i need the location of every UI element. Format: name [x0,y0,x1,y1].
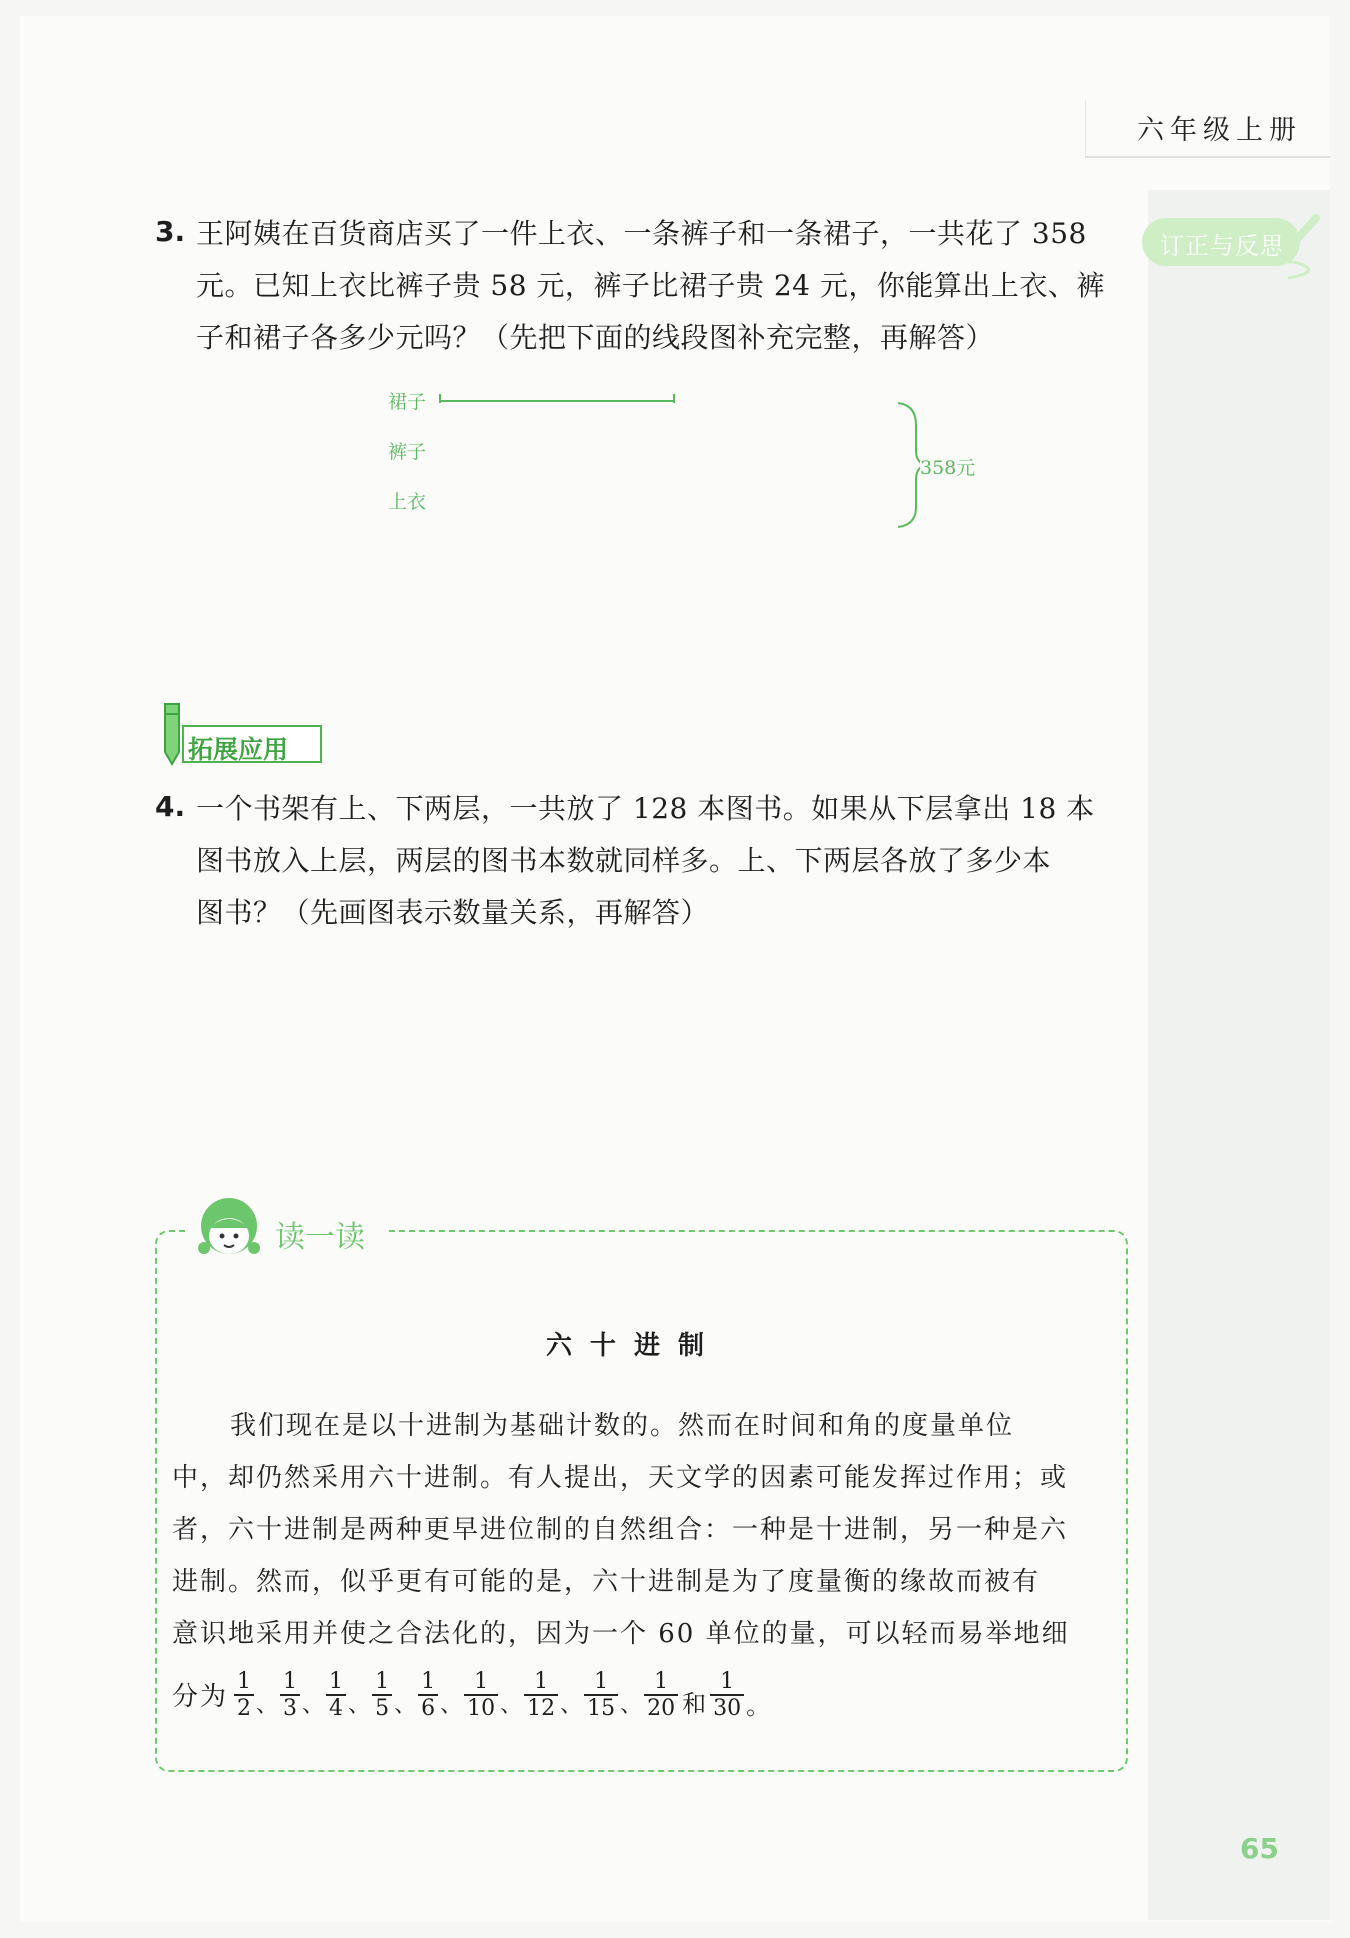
question-number: 3. [155,215,186,248]
page-number: 65 [1240,1832,1279,1865]
section-title: 拓展应用 [188,735,289,764]
fraction-list [172,1668,770,1721]
reading-label: 读一读 [275,1220,365,1255]
and-text: 和 [682,1690,707,1718]
fraction: $\frac{1}{20}$ [644,1669,678,1721]
fraction: $\frac{1}{10}$ [464,1669,498,1721]
question-number: 4. [155,790,186,823]
question-text-line: 王阿姨在百货商店买了一件上衣、一条裤子和一条裙子，一共花了 358 [196,217,1087,250]
fraction: $\frac{1}{30}$ [710,1669,744,1721]
fraction: $\frac{1}{12}$ [524,1669,558,1721]
grade-header [1085,100,1330,158]
question-text-line: 图书？（先画图表示数量关系，再解答） [196,896,710,929]
skirt-segment [440,394,674,403]
grade-label: 六年级上册 [1137,115,1302,146]
section-badge [182,725,322,763]
fraction-lead-text: 分为 [172,1682,229,1712]
review-tag-label: 订正与反思 [1160,232,1285,260]
separator: 、 [440,1693,463,1718]
pencil-icon [1268,212,1328,292]
girl-icon [193,1196,265,1262]
review-column [1148,190,1330,1920]
fraction: $\frac{1}{3}$ [280,1669,300,1721]
separator: 、 [394,1693,417,1718]
article-text-line: 者，六十进制是两种更早进位制的自然组合：一种是十进制，另一种是六 [172,1515,1069,1545]
question-text-line: 一个书架有上、下两层，一共放了 128 本图书。如果从下层拿出 18 本 [196,792,1095,825]
article-text-line: 我们现在是以十进制为基础计数的。然而在时间和角的度量单位 [230,1411,1015,1441]
article-title: 六十进制 [545,1331,722,1361]
article-text-line: 进制。然而，似乎更有可能的是，六十进制是为了度量衡的缘故而被有 [172,1567,1041,1597]
question-text-line: 元。已知上衣比裤子贵 58 元，裤子比裙子贵 24 元，你能算出上衣、裤 [196,269,1105,302]
separator: 、 [620,1693,643,1718]
separator: 、 [348,1693,371,1718]
article-text-line: 意识地采用并使之合法化的，因为一个 60 单位的量，可以轻而易举地细 [172,1619,1070,1649]
line-segment-diagram [420,385,920,535]
separator: 、 [256,1693,279,1718]
question-text-line: 子和裙子各多少元吗？（先把下面的线段图补充完整，再解答） [196,321,995,354]
segment-label-pants: 裤子 [388,441,427,463]
fraction: $\frac{1}{6}$ [418,1669,438,1721]
total-label: 358元 [920,457,976,479]
segment-label-jacket: 上衣 [388,491,427,513]
segment-label-skirt: 裙子 [388,391,427,413]
separator: 、 [500,1693,523,1718]
period: 。 [746,1692,771,1720]
question-text-line: 图书放入上层，两层的图书本数就同样多。上、下两层各放了多少本 [196,844,1052,877]
separator: 、 [560,1693,583,1718]
fraction: $\frac{1}{5}$ [372,1669,392,1721]
fraction: $\frac{1}{2}$ [234,1669,254,1721]
article-text-line: 中，却仍然采用六十进制。有人提出，天文学的因素可能发挥过作用；或 [172,1463,1069,1493]
fraction: $\frac{1}{15}$ [584,1669,618,1721]
separator: 、 [302,1693,325,1718]
fraction: $\frac{1}{4}$ [326,1669,346,1721]
total-brace [898,403,920,527]
